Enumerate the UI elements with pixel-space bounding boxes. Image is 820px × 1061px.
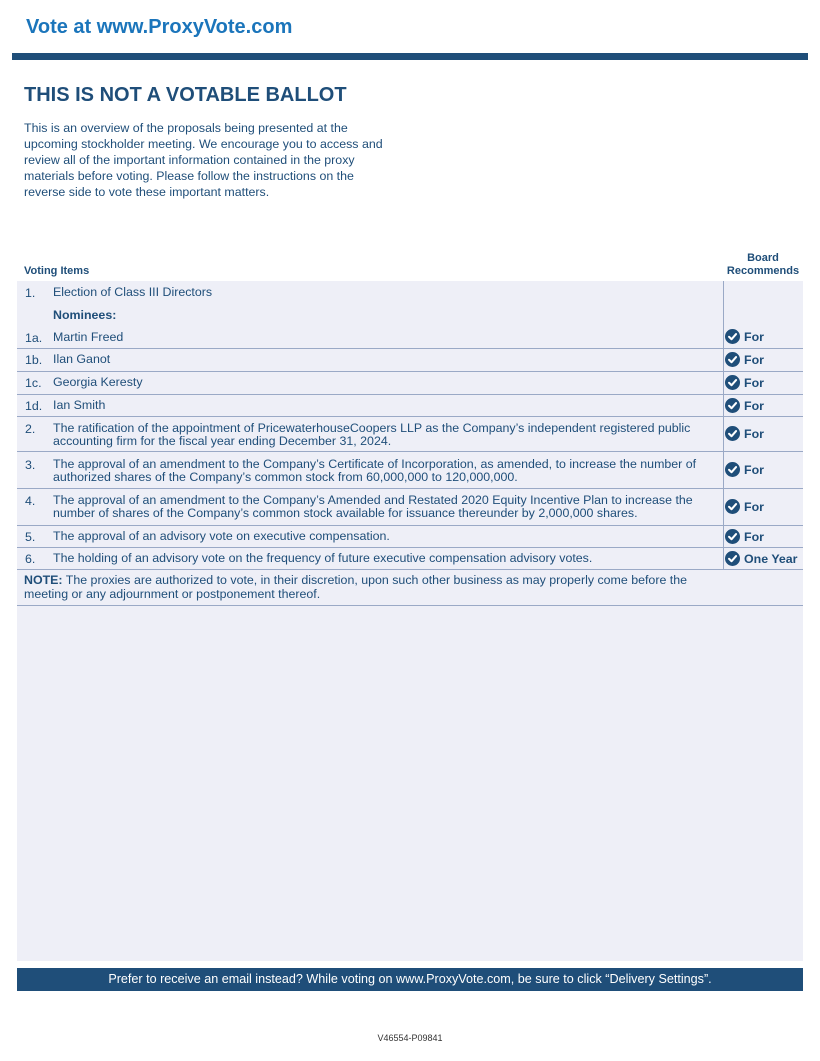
table-row xyxy=(17,372,803,395)
check-circle-icon xyxy=(725,499,740,514)
table-row xyxy=(17,349,803,372)
board-recommendation xyxy=(725,329,803,344)
board-recommendation xyxy=(725,398,803,413)
item-number: 1d. xyxy=(25,399,43,413)
item-number: 4. xyxy=(25,494,36,508)
recommendation-label: For xyxy=(744,329,764,344)
header-title: Vote at www.ProxyVote.com xyxy=(26,16,293,38)
item-text: Ilan Ganot xyxy=(53,352,111,366)
recommendation-label: For xyxy=(744,462,764,477)
table-row xyxy=(17,326,803,349)
item-text: The approval of an amendment to the Company’s Amended and Restated 2020 Equity Incentive Plan to increase the number of shares of the Company’s common stock available for issuance thereunder by 2,000,000 shares. xyxy=(53,493,693,520)
item-number: 5. xyxy=(25,530,36,544)
check-circle-icon xyxy=(725,426,740,441)
board-header-line2: Recommends xyxy=(726,265,800,277)
table-row xyxy=(17,526,803,548)
ballot-title: THIS IS NOT A VOTABLE BALLOT xyxy=(24,84,347,106)
item-text: The ratification of the appointment of PricewaterhouseCoopers LLP as the Company’s independent registered public accounting firm for the fiscal year ending December 31, 2024. xyxy=(53,421,691,448)
nominees-row xyxy=(17,309,803,325)
recommendation-label: For xyxy=(744,529,764,544)
intro-paragraph: This is an overview of the proposals being presented at the upcoming stockholder meeting. We encourage you to access and review all of the important information contained in the proxy materials before voting. Please follow the instructions on the reverse side to vote these important matters. xyxy=(24,121,383,199)
nominees-label: Nominees: xyxy=(53,308,117,322)
item-number: 6. xyxy=(25,552,36,566)
board-header-line1: Board xyxy=(747,252,779,264)
voting-items-header: Voting Items xyxy=(24,265,90,277)
board-recommendation xyxy=(725,499,803,514)
item-number: 1. xyxy=(25,286,36,300)
board-recommendation xyxy=(725,462,803,477)
check-circle-icon xyxy=(725,329,740,344)
recommendation-label: For xyxy=(744,426,764,441)
item-text: The approval of an amendment to the Company’s Certificate of Incorporation, as amended, to increase the number of authorized shares of the Company’s common stock from 60,000,000 to 120,000,000. xyxy=(53,457,697,484)
recommendation-label: For xyxy=(744,375,764,390)
recommendation-label: One Year xyxy=(744,551,798,566)
recommendation-label: For xyxy=(744,398,764,413)
board-recommendation xyxy=(725,529,803,544)
check-circle-icon xyxy=(725,375,740,390)
table-row xyxy=(17,452,803,489)
check-circle-icon xyxy=(725,398,740,413)
item-text: The approval of an advisory vote on executive compensation. xyxy=(53,529,390,543)
note-divider xyxy=(17,605,803,606)
note-label: NOTE: xyxy=(24,573,63,587)
table-row xyxy=(17,548,803,570)
board-recommendation xyxy=(725,551,803,566)
board-recommendation xyxy=(725,426,803,441)
check-circle-icon xyxy=(725,352,740,367)
check-circle-icon xyxy=(725,462,740,477)
recommendation-label: For xyxy=(744,499,764,514)
delivery-settings-banner: Prefer to receive an email instead? While voting on www.ProxyVote.com, be sure to click “Delivery Settings”. xyxy=(17,968,803,991)
note-paragraph xyxy=(24,573,724,601)
item-number: 1a. xyxy=(25,331,43,345)
check-circle-icon xyxy=(725,529,740,544)
item-number: 1c. xyxy=(25,376,42,390)
item-text: The holding of an advisory vote on the frequency of future executive compensation advisory votes. xyxy=(53,551,593,565)
item-text: Election of Class III Directors xyxy=(53,285,213,299)
item-number: 3. xyxy=(25,458,36,472)
header-divider xyxy=(12,53,808,60)
item-text: Martin Freed xyxy=(53,330,124,344)
item-number: 2. xyxy=(25,422,36,436)
item-number: 1b. xyxy=(25,353,43,367)
table-row xyxy=(17,417,803,452)
item-text: Ian Smith xyxy=(53,398,106,412)
item-text: Georgia Keresty xyxy=(53,375,143,389)
board-recommends-header xyxy=(722,252,804,278)
note-text: The proxies are authorized to vote, in their discretion, upon such other business as may properly come before the meeting or any adjournment or postponement thereof. xyxy=(24,573,688,601)
voting-items-table xyxy=(17,281,803,961)
board-recommendation xyxy=(725,375,803,390)
check-circle-icon xyxy=(725,551,740,566)
table-row xyxy=(17,489,803,526)
table-row xyxy=(17,286,803,302)
table-row xyxy=(17,395,803,417)
recommendation-label: For xyxy=(744,352,764,367)
board-recommendation xyxy=(725,352,803,367)
job-code: V46554-P09841 xyxy=(377,1033,443,1043)
